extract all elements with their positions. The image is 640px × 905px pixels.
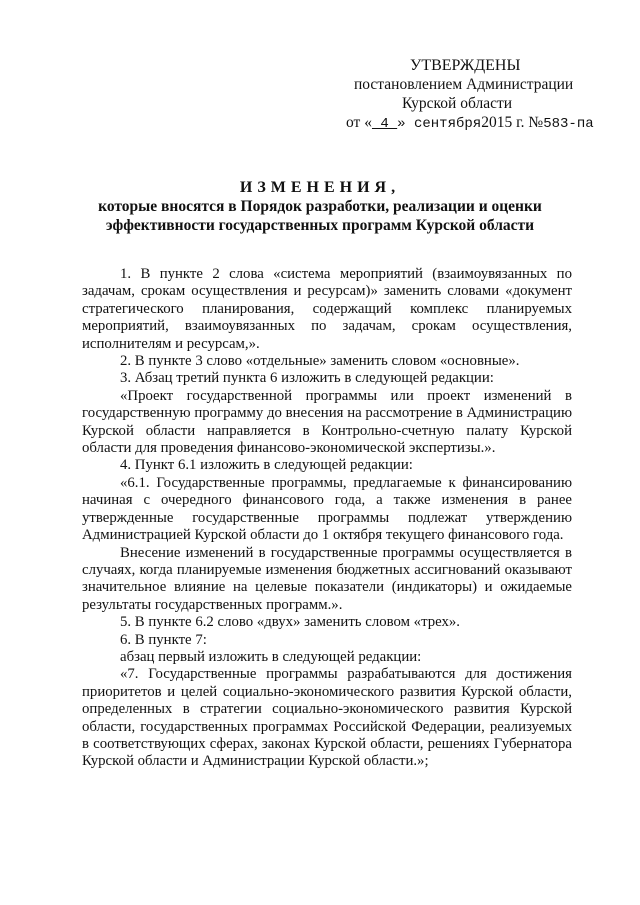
paragraph-2: 2. В пункте 3 слово «отдельные» заменить словом «основные».	[120, 353, 520, 370]
heading-subtitle-line-1: которые вносятся в Порядок разработки, реализации и оценки	[98, 198, 542, 215]
approval-line-2: Курской области	[402, 95, 513, 112]
heading-title: ИЗМЕНЕНИЯ,	[239, 179, 401, 196]
document-heading	[60, 178, 580, 235]
document-body	[82, 266, 572, 771]
paragraph-6: «6.1. Государственные программы, предлагаемые к финансированию начиная с очередного финансового года, а также изменения в ранее утвержденные государственные программы подлежат утверждению Администрацией Курской области до 1 октября текущего финансового года.	[82, 474, 572, 544]
paragraph-4: «Проект государственной программы или проект изменений в государственную программу до внесения на рассмотрение в Администрацию Курской области направляется в Контрольно-счетную палату Курской области для проведения финансово-экономической экспертизы.».	[82, 387, 572, 457]
approval-title: УТВЕРЖДЕНЫ	[410, 57, 521, 74]
date-prefix: от «	[346, 114, 372, 131]
paragraph-1: 1. В пункте 2 слова «система мероприятий (взаимоувязанных по задачам, срокам осуществления и ресурсам)» заменить словами «документ стратегического планирования, содержащий комплекс планируемых мероприятий, взаимоувязанных по задачам, срокам осуществления, исполнителям и ресурсам,».	[82, 266, 572, 352]
date-year: 2015 г. №	[481, 114, 544, 131]
paragraph-11: «7. Государственные программы разрабатываются для достижения приоритетов и целей социально-экономического развития Курской области, определенных в стратегии социально-экономического развития Курской области, государственных программах Российской Федерации, реализуемых в соответствующих сферах, законах Курской области, решениях Губернатора Курской области и Администрации Курской области.»;	[82, 666, 572, 770]
paragraph-8: 5. В пункте 6.2 слово «двух» заменить словом «трех».	[120, 614, 460, 631]
date-day: 4	[371, 116, 398, 132]
paragraph-3: 3. Абзац третий пункта 6 изложить в следующей редакции:	[120, 370, 494, 387]
document-number: 583-па	[543, 116, 594, 132]
paragraph-7: Внесение изменений в государственные программы осуществляется в случаях, когда планируемые изменения бюджетных ассигнований оказывают значительное влияние на целевые показатели (индикаторы) и ожидаемые результаты государственных программ.».	[82, 544, 572, 613]
heading-subtitle-line-2: эффективности государственных программ Курской области	[105, 217, 535, 234]
approval-date-line	[346, 113, 620, 134]
approval-block	[300, 56, 620, 134]
date-month: » сентября	[397, 116, 482, 132]
paragraph-10: абзац первый изложить в следующей редакции:	[120, 648, 422, 665]
paragraph-5: 4. Пункт 6.1 изложить в следующей редакции:	[120, 457, 413, 474]
paragraph-9: 6. В пункте 7:	[120, 631, 207, 648]
approval-line-1: постановлением Администрации	[354, 76, 574, 93]
